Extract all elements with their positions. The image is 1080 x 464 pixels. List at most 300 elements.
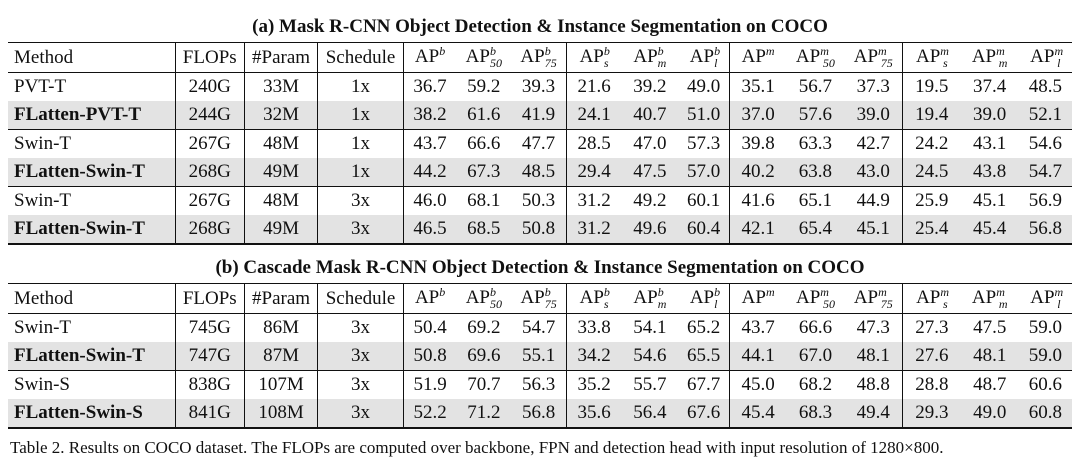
column-header [1019,43,1072,73]
ap-superscript: m [940,285,950,299]
column-header [786,284,844,314]
table-row [8,371,1072,400]
value-cell: 41.6 [729,187,786,216]
ap-superscript: b [603,285,610,299]
ap-metric-label [415,284,445,313]
value-cell: 35.6 [566,399,621,428]
value-cell: 48.7 [961,371,1019,400]
value-cell: 68.2 [786,371,844,400]
value-cell: 39.0 [844,101,902,130]
value-cell: 39.8 [729,130,786,159]
value-cell: 29.4 [566,158,621,187]
ap-superscript: b [439,285,446,299]
table-row [8,215,1072,244]
table-row [8,158,1072,187]
value-cell: 60.1 [678,187,729,216]
value-cell: 35.2 [566,371,621,400]
value-cell: 48.1 [845,342,903,371]
method-cell: FLatten-Swin-T [8,158,175,187]
column-header [511,284,566,314]
value-cell: 24.5 [903,158,961,187]
column-header [1019,284,1072,314]
value-cell: 54.6 [1019,130,1072,159]
value-cell: 38.2 [403,101,456,130]
ap-superscript: m [765,44,775,58]
ap-base: AP [414,287,440,308]
ap-superscript: b [544,285,551,299]
column-header [961,43,1019,73]
ap-metric-label [972,43,1008,72]
value-cell: 43.7 [403,130,456,159]
value-cell: 50.4 [403,314,456,343]
method-cell: FLatten-PVT-T [8,101,175,130]
column-header: #Param [244,284,317,314]
ap-base: AP [633,287,658,308]
ap-superscript: m [878,285,887,299]
table-row [8,101,1072,130]
ap-superscript: b [489,44,496,58]
ap-base: AP [633,46,658,67]
ap-base: AP [689,287,715,308]
value-cell: 67.0 [786,342,844,371]
ap-base: AP [520,46,545,67]
table-row [8,187,1072,216]
column-header [621,43,678,73]
column-header [621,284,678,314]
value-cell: 267G [175,130,244,159]
value-cell: 244G [175,101,244,130]
value-cell: 86M [244,314,317,343]
value-cell: 56.3 [511,371,566,400]
value-cell: 66.6 [456,130,511,159]
value-cell: 44.9 [844,187,902,216]
ap-subscript: 75 [544,297,557,311]
value-cell: 65.5 [678,342,729,371]
value-cell: 43.1 [961,130,1019,159]
value-cell: 43.7 [729,314,786,343]
ap-subscript: s [942,56,948,70]
value-cell: 34.2 [566,342,621,371]
value-cell: 49.6 [621,215,678,244]
value-cell: 47.5 [973,317,1007,338]
value-cell: 60.4 [678,215,729,244]
ap-base: AP [971,46,997,67]
value-cell: 107M [244,371,317,400]
ap-metric-label [854,284,893,313]
ap-base: AP [915,46,941,67]
value-cell: 3x [318,187,404,216]
value-cell: 1x [318,158,404,187]
table-title: (b) Cascade Mask R-CNN Object Detection & Instance Segmentation on COCO [215,257,865,278]
column-header: Method [8,43,175,73]
value-cell: 65.2 [687,317,721,338]
ap-metric-label [742,43,775,72]
value-cell: 61.6 [456,101,511,130]
ap-subscript: s [603,297,609,311]
ap-superscript: m [820,44,829,58]
value-cell: 48.1 [961,342,1019,371]
value-cell: 55.1 [511,342,566,371]
ap-subscript: m [657,297,667,311]
ap-subscript: 75 [544,56,557,70]
ap-superscript: b [657,44,664,58]
ap-metric-label [580,284,609,313]
value-cell: 65.4 [786,215,844,244]
ap-metric-label [916,284,948,313]
ap-base: AP [579,287,604,308]
ap-subscript: m [998,56,1008,70]
ap-subscript: 75 [880,297,893,311]
value-cell: 1x [318,73,404,102]
method-cell: FLatten-Swin-T [8,342,175,371]
ap-metric-label [520,284,556,313]
ap-superscript: m [765,285,775,299]
value-cell: 69.6 [456,342,511,371]
ap-subscript: s [943,297,948,311]
column-header [844,43,902,73]
column-header [566,284,621,314]
column-header [678,284,729,314]
value-cell: 47.5 [621,158,678,187]
value-cell: 71.2 [456,399,511,428]
column-header: FLOPs [175,43,244,73]
ap-metric-label [466,284,502,313]
value-cell: 1x [318,101,404,130]
ap-metric-label [796,43,835,72]
value-cell: 56.8 [511,399,566,428]
value-cell: 19.4 [903,101,961,130]
value-cell: 25.4 [903,215,961,244]
value-cell: 55.7 [621,371,678,400]
ap-subscript: 50 [489,56,502,70]
value-cell: 57.6 [786,101,844,130]
value-cell: 54.1 [633,317,667,338]
ap-metric-label [633,43,666,72]
mask-rcnn-results-table [8,12,1072,245]
value-cell: 24.2 [903,130,961,159]
method-cell: Swin-T [8,130,175,159]
ap-superscript: m [1054,44,1064,58]
value-cell: 36.7 [403,73,456,102]
value-cell: 45.1 [844,215,902,244]
value-cell: 52.2 [403,399,456,428]
value-cell: 27.6 [903,342,961,371]
value-cell: 49.2 [621,187,678,216]
value-cell: 47.7 [511,130,566,159]
value-cell: 35.1 [729,73,786,102]
ap-metric-label [633,284,666,313]
ap-base: AP [465,46,490,67]
value-cell: 108M [244,399,317,428]
cascade-mask-rcnn-results-table [8,253,1072,429]
value-cell: 50.8 [403,342,456,371]
value-cell: 39.0 [961,101,1019,130]
ap-metric-label [1030,43,1064,72]
column-header: FLOPs [175,284,244,314]
value-cell: 43.0 [844,158,902,187]
ap-metric-label [520,43,556,72]
value-cell: 841G [175,399,244,428]
table-row [8,73,1072,102]
value-cell: 49.0 [686,76,721,97]
method-cell: PVT-T [14,76,67,97]
value-cell: 60.8 [1019,399,1072,428]
column-header [903,43,961,73]
value-cell: 70.7 [456,371,511,400]
column-header [786,43,844,73]
ap-metric-label [742,284,775,313]
value-cell: 3x [318,314,404,343]
value-cell: 69.2 [467,317,501,338]
ap-base: AP [853,287,879,308]
ap-superscript: b [439,44,446,58]
value-cell: 37.0 [729,101,786,130]
column-header: Method [8,284,175,314]
value-cell: 31.2 [566,215,621,244]
value-cell: 268G [175,215,244,244]
value-cell: 25.9 [903,187,961,216]
column-header [678,43,729,73]
value-cell: 56.8 [1019,215,1072,244]
ap-base: AP [1030,287,1055,308]
table-title: (a) Mask R-CNN Object Detection & Instance Segmentation on COCO [252,16,828,37]
ap-metric-label [689,284,721,313]
column-header [456,284,511,314]
ap-superscript: b [544,44,551,58]
ap-superscript: b [714,285,721,299]
value-cell: 51.0 [678,101,729,130]
ap-superscript: m [820,285,829,299]
value-cell: 46.0 [403,187,456,216]
ap-base: AP [795,46,821,67]
ap-metric-label [1030,284,1064,313]
ap-base: AP [465,287,490,308]
ap-superscript: b [489,285,496,299]
ap-superscript: b [603,44,610,58]
value-cell: 745G [175,314,244,343]
ap-base: AP [971,287,997,308]
ap-subscript: 50 [489,297,502,311]
method-cell: Swin-T [14,317,71,338]
value-cell: 28.5 [566,130,621,159]
value-cell: 21.6 [566,73,621,102]
ap-metric-label [466,43,502,72]
column-header: Schedule [318,43,404,73]
value-cell: 54.7 [1019,158,1072,187]
ap-base: AP [916,287,941,308]
value-cell: 56.7 [798,76,833,97]
ap-base: AP [689,46,715,67]
ap-subscript: 75 [880,56,893,70]
column-header [729,43,786,73]
column-header [566,43,621,73]
value-cell: 45.0 [729,371,786,400]
value-cell: 67.3 [456,158,511,187]
value-cell: 42.1 [729,215,786,244]
value-cell: 54.7 [521,317,556,338]
ap-base: AP [853,46,879,67]
value-cell: 44.1 [729,342,786,371]
ap-subscript: l [714,297,718,311]
value-cell: 3x [318,399,404,428]
column-header [903,284,961,314]
value-cell: 27.3 [903,314,961,343]
ap-superscript: m [996,44,1005,58]
value-cell: 41.9 [511,101,566,130]
value-cell: 48M [244,187,317,216]
ap-metric-label [972,284,1008,313]
value-cell: 31.2 [566,187,621,216]
value-cell: 33.8 [566,314,621,343]
ap-superscript: m [996,285,1005,299]
ap-superscript: b [657,285,664,299]
ap-metric-label [916,43,948,72]
value-cell: 43.8 [961,158,1019,187]
value-cell: 37.3 [856,76,890,97]
value-cell: 40.7 [621,101,678,130]
value-cell: 747G [175,342,244,371]
table-title-row [8,253,1072,284]
ap-metric-label [854,43,893,72]
value-cell: 59.0 [1028,317,1062,338]
value-cell: 3x [318,342,404,371]
value-cell: 63.8 [786,158,844,187]
table-row [8,399,1072,428]
value-cell: 48.5 [511,158,566,187]
value-cell: 28.8 [903,371,961,400]
value-cell: 48.5 [1028,76,1062,97]
header-row [8,284,1072,314]
value-cell: 46.5 [403,215,456,244]
value-cell: 3x [318,371,404,400]
ap-subscript: s [603,56,609,70]
value-cell: 57.0 [678,158,729,187]
value-cell: 1x [318,130,404,159]
ap-base: AP [579,46,604,67]
value-cell: 68.3 [786,399,844,428]
table-title-row [8,12,1072,43]
table-row [8,342,1072,371]
value-cell: 45.1 [961,187,1019,216]
value-cell: 51.9 [403,371,456,400]
value-cell: 47.0 [621,130,678,159]
ap-base: AP [414,46,440,67]
ap-subscript: m [657,56,667,70]
ap-base: AP [1030,46,1055,67]
value-cell: 37.4 [973,76,1007,97]
value-cell: 63.3 [786,130,844,159]
table-caption: Table 2. Results on COCO dataset. The FLOPs are computed over backbone, FPN and detection head with input resolution of 1280×800. [10,438,944,457]
value-cell: 24.1 [566,101,621,130]
ap-superscript: m [1054,285,1064,299]
value-cell: 54.6 [621,342,678,371]
method-cell: Swin-S [8,371,175,400]
value-cell: 59.2 [467,76,501,97]
value-cell: 838G [175,371,244,400]
column-header [456,43,511,73]
value-cell: 50.3 [511,187,566,216]
ap-superscript: m [940,44,949,58]
column-header [961,284,1019,314]
value-cell: 66.6 [798,317,833,338]
method-cell: FLatten-Swin-S [8,399,175,428]
table-row [8,130,1072,159]
column-header [403,43,456,73]
value-cell: 67.6 [678,399,729,428]
ap-superscript: b [714,44,721,58]
column-header [511,43,566,73]
column-header [845,284,903,314]
value-cell: 56.4 [621,399,678,428]
value-cell: 33M [244,73,317,102]
column-header: Schedule [318,284,404,314]
value-cell: 45.4 [729,399,786,428]
ap-metric-label [689,43,721,72]
value-cell: 68.1 [456,187,511,216]
value-cell: 68.5 [456,215,511,244]
ap-subscript: 50 [822,297,835,311]
value-cell: 48M [244,130,317,159]
value-cell: 267G [175,187,244,216]
value-cell: 49.4 [845,399,903,428]
value-cell: 56.9 [1019,187,1072,216]
ap-base: AP [795,287,821,308]
value-cell: 49M [244,215,317,244]
value-cell: 3x [318,215,404,244]
value-cell: 40.2 [729,158,786,187]
ap-subscript: l [1057,297,1061,311]
value-cell: 44.2 [403,158,456,187]
value-cell: 67.7 [678,371,729,400]
value-cell: 48.8 [845,371,903,400]
method-cell: FLatten-Swin-T [8,215,175,244]
ap-base: AP [741,287,766,308]
column-header: #Param [244,43,317,73]
value-cell: 45.4 [961,215,1019,244]
method-cell: Swin-T [8,187,175,216]
value-cell: 19.5 [903,73,961,102]
value-cell: 268G [175,158,244,187]
value-cell: 57.3 [678,130,729,159]
ap-metric-label [796,284,835,313]
ap-subscript: m [998,297,1008,311]
value-cell: 59.0 [1019,342,1072,371]
ap-subscript: 50 [822,56,835,70]
value-cell: 60.6 [1019,371,1072,400]
value-cell: 65.1 [786,187,844,216]
value-cell: 49M [244,158,317,187]
value-cell: 47.3 [856,317,890,338]
value-cell: 49.0 [961,399,1019,428]
table-row [8,314,1072,343]
ap-subscript: l [1057,56,1061,70]
value-cell: 240G [175,73,244,102]
ap-subscript: l [714,56,718,70]
ap-superscript: m [878,44,887,58]
value-cell: 87M [244,342,317,371]
value-cell: 29.3 [903,399,961,428]
value-cell: 42.7 [844,130,902,159]
ap-base: AP [520,287,545,308]
ap-metric-label [415,43,445,72]
column-header [403,284,456,314]
value-cell: 52.1 [1019,101,1072,130]
value-cell: 32M [244,101,317,130]
column-header [729,284,786,314]
ap-base: AP [741,46,766,67]
ap-metric-label [580,43,609,72]
value-cell: 39.2 [633,76,667,97]
